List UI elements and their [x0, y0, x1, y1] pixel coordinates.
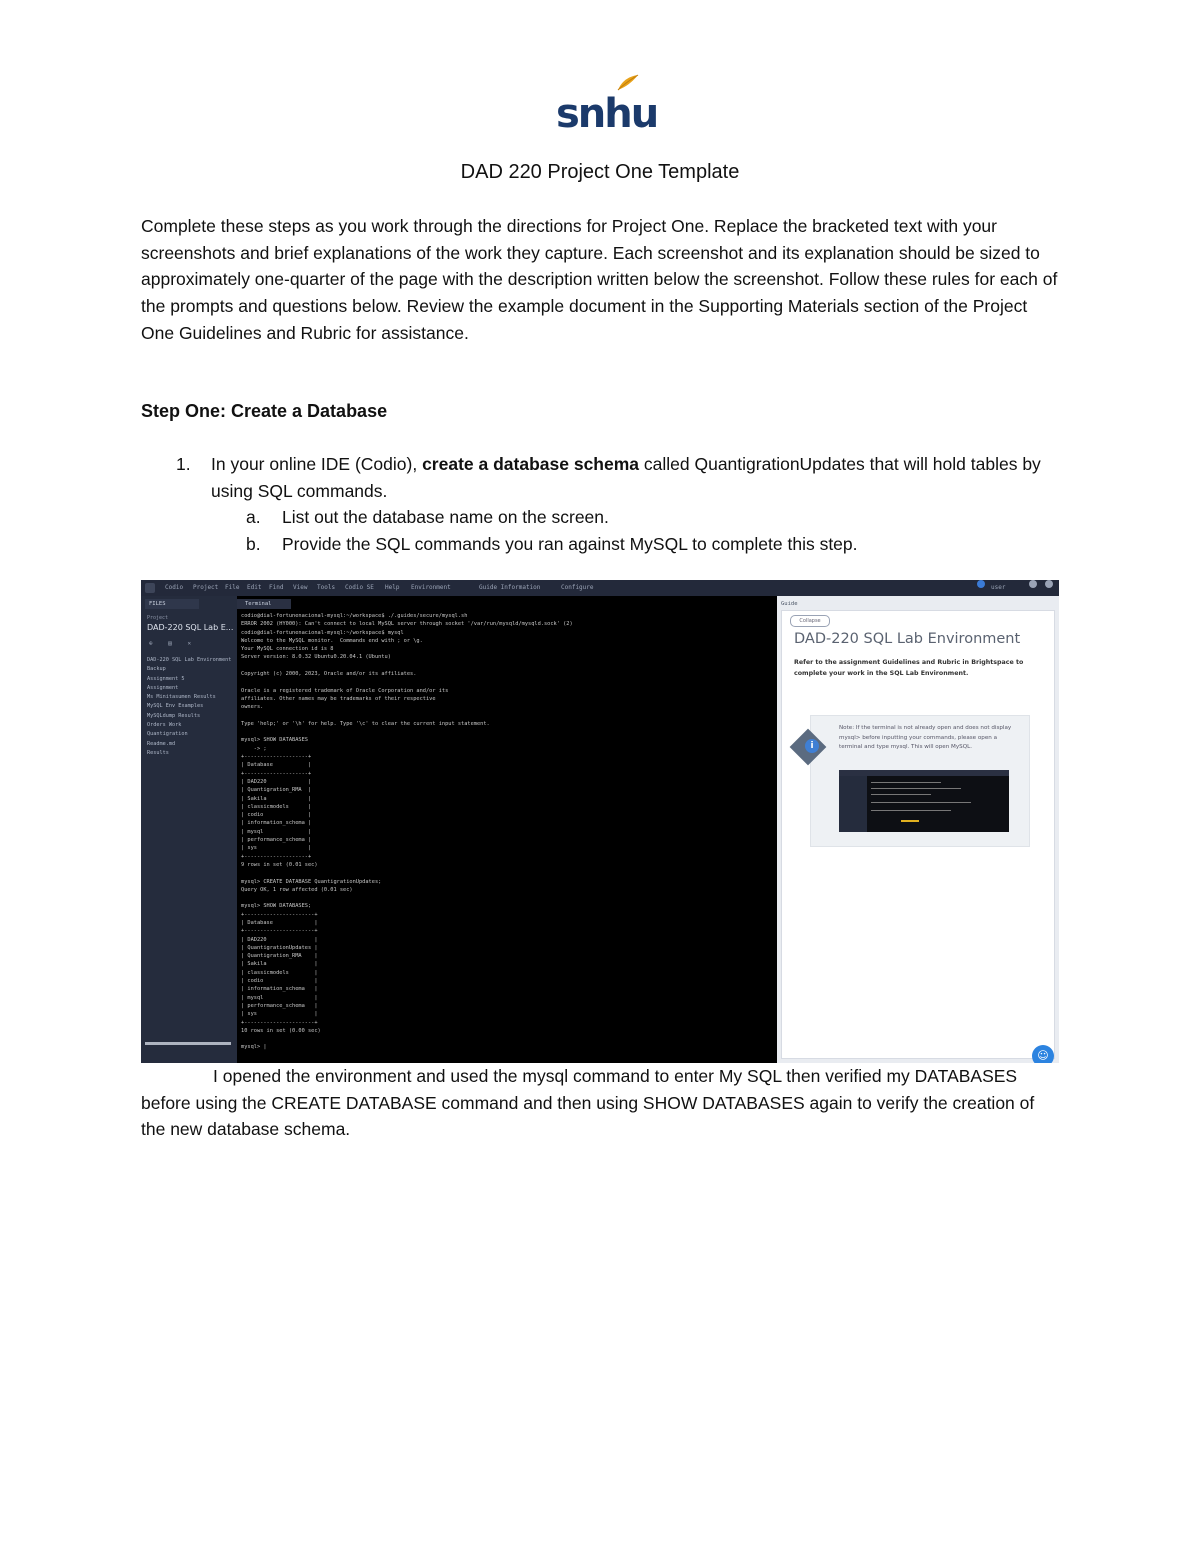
terminal-line: | classicmodels | [241, 803, 312, 810]
menu-item: Project [193, 584, 219, 591]
terminal-line [241, 662, 771, 670]
file-item: Readme.md [147, 740, 176, 747]
terminal-line: +--------------------+ [241, 770, 312, 777]
terminal-line: | Database | [241, 919, 318, 926]
terminal-line: +--------------------+ [241, 853, 312, 860]
terminal-line: 9 rows in set (0.01 sec) [241, 861, 318, 868]
terminal-line: mysql> CREATE DATABASE QuantigrationUpdates; [241, 878, 382, 885]
menu-item: View [293, 584, 308, 591]
file-item: Quantigration [147, 731, 188, 738]
intro-paragraph: Complete these steps as you work through the directions for Project One. Replace the bracketed text with your screenshots and brief explanations of the work they capture. Each screenshot and its explanation should be sized to approximately one-quarter of the page with the description written below the screenshot. Follow these rules for each of the prompts and questions below. Review the example document in the Supporting Materials section of the Project One Guidelines and Rubric for assistance. [141, 216, 1058, 343]
terminal-line: mysql> SHOW DATABASES [241, 737, 308, 744]
terminal-line: | classicmodels | [241, 969, 318, 976]
list-letter: a. [246, 507, 261, 527]
terminal-line: | Sakila | [241, 795, 312, 802]
terminal-line: +----------------------+ [241, 928, 318, 935]
terminal-line: 10 rows in set (0.00 sec) [241, 1027, 321, 1034]
note-text: Note: If the terminal is not already open and does not display mysql> before inputting your commands, please open a terminal and type mysql. This will open MySQL. [839, 725, 1012, 750]
thumbnail-line [871, 802, 971, 803]
terminal-line: Oracle is a registered trademark of Oracle Corporation and/or its [241, 687, 449, 694]
terminal-line [241, 712, 771, 720]
list-text: In your online IDE (Codio), create a database schema called QuantigrationUpdates that will hold tables by using SQL commands. [211, 454, 1041, 501]
terminal-line: | DAD220 | [241, 936, 318, 943]
terminal-line [241, 678, 771, 686]
terminal-line: Type 'help;' or '\h' for help. Type '\c' to clear the current input statement. [241, 720, 490, 727]
terminal-line: | information_schema | [241, 820, 312, 827]
file-item: MySQLdump Results [147, 712, 201, 719]
file-item: MySQL Env Examples [147, 703, 204, 710]
terminal-line: | DAD220 | [241, 778, 312, 785]
terminal-line: | mysql | [241, 994, 318, 1001]
bold-phrase: create a database schema [422, 454, 640, 474]
terminal-line [241, 1035, 771, 1043]
codio-screenshot [141, 580, 1059, 1063]
terminal-panel [237, 596, 777, 1063]
thumbnail-line [871, 782, 941, 783]
list-number: 1. [176, 454, 191, 474]
terminal-line: | mysql | [241, 828, 312, 835]
thumbnail-line [871, 788, 961, 789]
terminal-line: +--------------------+ [241, 754, 312, 761]
collapse-button: Collapse [790, 615, 830, 627]
terminal-line: affiliates. Other names may be trademarks of their respective [241, 695, 436, 702]
terminal-line: Server version: 8.0.32 Ubuntu0.20.04.1 (Ubuntu) [241, 654, 391, 661]
terminal-line: | performance_schema | [241, 1002, 318, 1009]
terminal-line: codio@dial-fortunenacional-mysql:~/workspace$ ./.guides/secure/mysql.sh [241, 613, 468, 619]
terminal-line: Your MySQL connection id is 8 [241, 646, 334, 653]
thumbnail-line [871, 810, 951, 811]
menu-item: Codio SE [345, 584, 374, 591]
menu-item: Find [269, 584, 284, 591]
terminal-line: Welcome to the MySQL monitor. Commands end with ; or \g. [241, 637, 423, 644]
guide-title: DAD-220 SQL Lab Environment [794, 631, 1021, 647]
file-item: Backup [147, 666, 166, 673]
logo-text: snhu [556, 91, 658, 137]
tab-terminal: Terminal [237, 599, 291, 609]
sidebar-scrollbar [145, 1042, 231, 1045]
terminal-line: mysql> SHOW DATABASES; [241, 903, 312, 910]
tab-guide: Guide [781, 601, 798, 607]
file-item: DAD-220 SQL Lab Environment [147, 657, 232, 663]
file-tree [147, 656, 231, 758]
menu-item: Tools [317, 584, 336, 591]
sidebar-label: Project [147, 615, 169, 621]
terminal-line: | Sakila | [241, 961, 318, 968]
list-letter: b. [246, 534, 261, 554]
file-item: Orders Work [147, 722, 182, 729]
menu-item: Codio [165, 584, 184, 591]
project-name: DAD-220 SQL Lab E... [147, 623, 234, 632]
logout-icon [1045, 580, 1053, 588]
snhu-logo [556, 74, 658, 137]
info-icon: i [805, 739, 819, 753]
terminal-line [241, 894, 771, 902]
terminal-line: | sys | [241, 845, 312, 852]
user-name: user [991, 584, 1006, 591]
terminal-line: | sys | [241, 1011, 318, 1018]
terminal-line: | Quantigration_RMA | [241, 953, 318, 960]
menu-item: Edit [247, 584, 262, 591]
step-heading: Step One: Create a Database [141, 401, 388, 421]
terminal-line: +----------------------+ [241, 1019, 318, 1026]
terminal-line: | performance_schema | [241, 837, 312, 844]
terminal-output [241, 612, 771, 1052]
terminal-line: | codio | [241, 978, 318, 985]
menu-item: File [225, 584, 240, 591]
terminal-line: ERROR 2002 (HY000): Can't connect to local MySQL server through socket '/var/run/mysqld/mysqld.sock' (2) [241, 621, 573, 628]
tab-files: FILES [145, 599, 199, 609]
codio-logo-icon [145, 583, 155, 593]
user-avatar-icon [977, 580, 985, 588]
sidebar-toolbar-icons: ⊕ ▤ ✕ [149, 640, 198, 647]
terminal-line [241, 869, 771, 877]
terminal-line: Query OK, 1 row affected (0.01 sec) [241, 886, 353, 893]
terminal-line: Copyright (c) 2000, 2023, Oracle and/or its affiliates. [241, 671, 417, 678]
file-item: Assignment 5 [147, 675, 185, 682]
explanation-paragraph: I opened the environment and used the mysql command to enter My SQL then verified my DATABASES before using the CREATE DATABASE command and then using SHOW DATABASES again to verify the creation of the new database schema. [141, 1066, 1035, 1140]
document-title: DAD 220 Project One Template [460, 161, 740, 183]
guide-text: Refer to the assignment Guidelines and Rubric in Brightspace to complete your work in the SQL Lab Environment. [794, 659, 1024, 677]
list-text: List out the database name on the screen. [282, 507, 609, 527]
menu-item: Help [385, 584, 400, 591]
menu-item: Environment [411, 584, 451, 591]
terminal-line: | codio | [241, 812, 312, 819]
file-item: Assignment [147, 684, 179, 691]
thumbnail-sidebar [839, 776, 867, 832]
menu-bar [141, 580, 1059, 596]
terminal-line: mysql> | [241, 1044, 267, 1051]
note-box [810, 715, 1030, 847]
thumbnail-line [871, 794, 931, 795]
chat-bot-icon: ☺ [1032, 1045, 1054, 1063]
terminal-line: | Database | [241, 762, 312, 769]
guide-content [781, 610, 1055, 1062]
note-thumbnail [839, 770, 1009, 832]
terminal-line: owners. [241, 704, 264, 711]
terminal-line [241, 728, 771, 736]
terminal-line: | Quantigration_RMA | [241, 787, 312, 794]
leaf-icon [616, 74, 640, 92]
terminal-line: +----------------------+ [241, 911, 318, 918]
terminal-line: | information_schema | [241, 986, 318, 993]
list-text: Provide the SQL commands you ran against MySQL to complete this step. [282, 534, 858, 554]
terminal-line: codio@dial-fortunenacional-mysql:~/workspace$ mysql [241, 629, 404, 636]
file-item: Ms Minitasumen Results [147, 694, 216, 701]
menu-item: Configure [561, 584, 594, 591]
file-sidebar [141, 596, 237, 1063]
terminal-line: | QuantigrationUpdates | [241, 944, 318, 951]
settings-icon [1029, 580, 1037, 588]
terminal-line: -> ; [241, 745, 267, 752]
arrow-icon [901, 820, 919, 822]
guide-panel [777, 596, 1059, 1063]
menu-item: Guide Information [479, 584, 541, 591]
file-item: Results [147, 749, 169, 756]
